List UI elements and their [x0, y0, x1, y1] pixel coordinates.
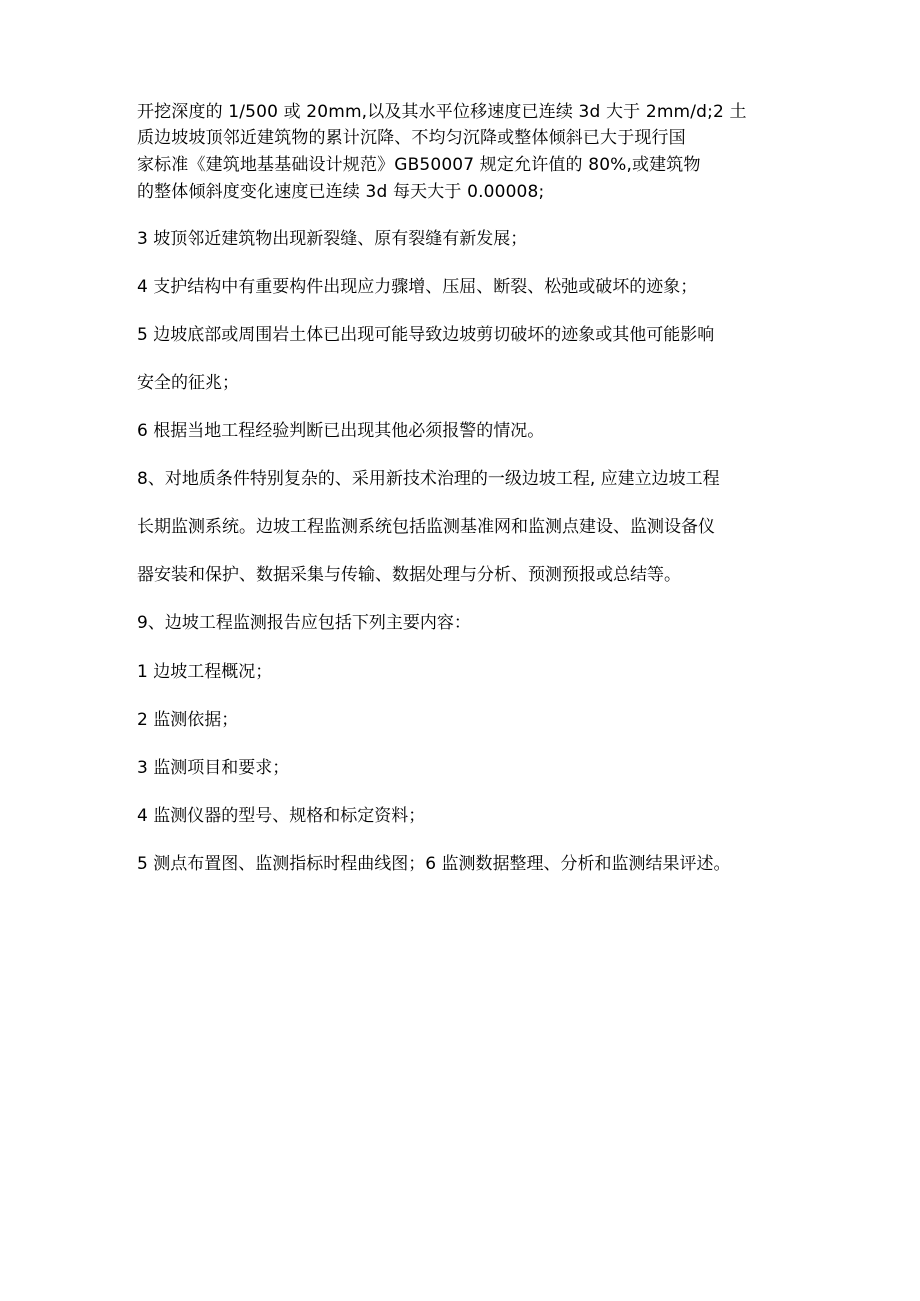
section-paragraph: 8、对地质条件特别复杂的、采用新技术治理的一级边坡工程, 应建立边坡工程 — [137, 469, 720, 489]
section-paragraph: 器安装和保护、数据采集与传输、数据处理与分析、预测预报或总结等。 — [137, 565, 681, 585]
list-item: 2 监测依据； — [137, 710, 239, 730]
list-item: 5 测点布置图、监测指标时程曲线图；6 监测数据整理、分析和监测结果评述。 — [137, 854, 731, 874]
list-item: 3 监测项目和要求； — [137, 758, 290, 778]
paragraph-line: 的整体倾斜度变化速度已连续 3d 每天大于 0.00008; — [137, 182, 545, 202]
section-heading: 9、边坡工程监测报告应包括下列主要内容： — [137, 613, 471, 633]
paragraph-line: 开挖深度的 1/500 或 20mm,以及其水平位移速度已连续 3d 大于 2mm/d;2 土 — [137, 102, 747, 122]
list-item-continuation: 安全的征兆； — [137, 373, 239, 393]
list-item: 6 根据当地工程经验判断已出现其他必须报警的情况。 — [137, 421, 545, 441]
section-paragraph: 长期监测系统。边坡工程监测系统包括监测基准网和监测点建设、监测设备仪 — [137, 517, 715, 537]
list-item: 5 边坡底部或周围岩土体已出现可能导致边坡剪切破坏的迹象或其他可能影响 — [137, 325, 715, 345]
list-item: 1 边坡工程概况； — [137, 662, 273, 682]
list-item: 3 坡顶邻近建筑物出现新裂缝、原有裂缝有新发展； — [137, 229, 528, 249]
list-item: 4 监测仪器的型号、规格和标定资料； — [137, 806, 426, 826]
paragraph-line: 质边坡坡顶邻近建筑物的累计沉降、不均匀沉降或整体倾斜已大于现行国 — [137, 128, 686, 148]
paragraph-line: 家标准《建筑地基基础设计规范》GB50007 规定允许值的 80%,或建筑物 — [137, 155, 701, 175]
list-item: 4 支护结构中有重要构件出现应力骤增、压屈、断裂、松弛或破坏的迹象； — [137, 277, 698, 297]
